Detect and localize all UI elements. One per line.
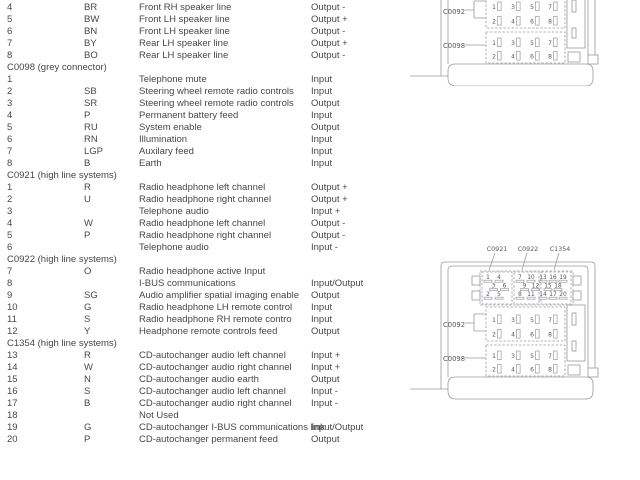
pin-number: 12 (531, 283, 540, 290)
wire-code-cell: G (84, 422, 92, 433)
pin-number: 10 (527, 275, 535, 281)
description-cell: CD-autochanger audio right channel (139, 362, 292, 373)
section-header: C0921 (high line systems) (7, 170, 117, 181)
section-header-row (0, 170, 640, 182)
pin-number-cell: 7 (7, 266, 13, 277)
description-cell: Front RH speaker line (139, 2, 232, 13)
table-row (0, 206, 640, 218)
pin-number-cell: 1 (7, 74, 13, 85)
io-cell: Output (311, 98, 340, 109)
pin-number: 19 (559, 275, 567, 281)
pin-number: 9 (522, 283, 527, 290)
pin-number: 5 (530, 353, 534, 360)
pin-number: 5 (530, 317, 534, 324)
description-cell: Radio headphone right channel (139, 194, 272, 205)
wire-code-cell: P (84, 230, 91, 241)
description-cell: Permanent battery feed (139, 110, 239, 121)
description-cell: Rear LH speaker line (139, 50, 229, 61)
io-cell: Input (311, 146, 333, 157)
description-cell: Audio amplifier spatial imaging enable (139, 290, 300, 301)
pin-number-cell: 3 (7, 206, 13, 217)
pin-number: 6 (530, 366, 534, 374)
connector-label: C0092 (443, 8, 466, 16)
pin-number: 2 (492, 366, 496, 374)
table-row (0, 122, 640, 134)
wire-code-cell: BR (84, 2, 98, 13)
section-header: C1354 (high line systems) (7, 338, 117, 349)
table-row (0, 110, 640, 122)
table-row (0, 422, 640, 434)
io-cell: Input (311, 134, 333, 145)
wire-code-cell: Y (84, 326, 91, 337)
io-cell: Input - (311, 242, 338, 253)
wire-code-cell: BY (84, 38, 97, 49)
table-row (0, 98, 640, 110)
description-cell: Illumination (139, 134, 188, 145)
pin-number: 4 (497, 275, 501, 281)
pin-number: 7 (548, 4, 552, 11)
description-cell: CD-autochanger audio left channel (139, 386, 286, 397)
wire-code-cell: S (84, 386, 91, 397)
pin-number-cell: 6 (7, 134, 13, 145)
description-cell: CD-autochanger audio left channel (139, 350, 286, 361)
wire-code-cell: P (84, 110, 91, 121)
io-cell: Input + (311, 362, 341, 373)
description-cell: CD-autochanger audio right channel (139, 398, 292, 409)
table-row (0, 158, 640, 170)
pin-number-cell: 7 (7, 38, 13, 49)
pin-number: 17 (549, 292, 557, 298)
pin-number-cell: 4 (7, 2, 13, 13)
pin-number-cell: 8 (7, 278, 13, 289)
table-row (0, 86, 640, 98)
io-cell: Output - (311, 50, 346, 61)
pin-number-cell: 11 (7, 314, 17, 325)
wire-code-cell: W (84, 218, 93, 229)
pin-number: 7 (518, 275, 522, 281)
io-cell: Input/Output (311, 422, 364, 433)
pin-number-cell: 15 (7, 374, 18, 385)
pin-number: 4 (511, 53, 515, 61)
pin-number-cell: 5 (7, 14, 13, 25)
description-cell: Radio headphone RH remote contro (139, 314, 292, 325)
wire-code-cell: LGP (84, 146, 104, 157)
io-cell: Input (311, 158, 333, 169)
pin-number-cell: 17 (7, 398, 18, 409)
pin-number: 8 (548, 366, 552, 374)
wire-code-cell: RU (84, 122, 98, 133)
io-cell: Output + (311, 14, 348, 25)
wire-code-cell: R (84, 182, 91, 193)
pin-number: 7 (548, 353, 552, 360)
pin-number: 5 (530, 4, 534, 11)
pin-number-cell: 4 (7, 218, 13, 229)
pin-number: 2 (492, 331, 496, 339)
io-cell: Output (311, 374, 340, 385)
description-cell: CD-autochanger permanent feed (139, 434, 278, 445)
pin-number: 3 (511, 4, 515, 11)
section-header: C0098 (grey connector) (7, 62, 107, 73)
wire-code-cell: U (84, 194, 91, 205)
pin-number: 1 (492, 4, 496, 11)
io-cell: Input/Output (311, 278, 364, 289)
wire-code-cell: O (84, 266, 92, 277)
description-cell: Front LH speaker line (139, 14, 230, 25)
io-cell: Input (311, 314, 333, 325)
connector-label: C0921 (486, 246, 508, 253)
pin-number-cell: 2 (7, 86, 13, 97)
wire-code-cell: B (84, 398, 91, 409)
wire-code-cell: N (84, 374, 91, 385)
pin-number-cell: 1 (7, 182, 13, 193)
pin-number-cell: 20 (7, 434, 18, 445)
description-cell: Telephone audio (139, 242, 209, 253)
pin-number-cell: 16 (7, 386, 18, 397)
description-cell: CD-autochanger I-BUS communications link (139, 422, 325, 433)
description-cell: CD-autochanger audio earth (139, 374, 259, 385)
pin-number-cell: 10 (7, 302, 18, 313)
wire-code-cell: BN (84, 26, 98, 37)
wire-code-cell: B (84, 158, 91, 169)
pin-number: 7 (548, 317, 552, 324)
wire-code-cell: RN (84, 134, 98, 145)
io-cell: Output + (311, 194, 348, 205)
pin-number: 8 (548, 18, 552, 26)
wire-code-cell: S (84, 314, 91, 325)
io-cell: Output (311, 326, 340, 337)
pin-number-cell: 5 (7, 122, 13, 133)
io-cell: Input (311, 86, 333, 97)
connector-diagram-top (408, 0, 608, 86)
wire-code-cell: SG (84, 290, 98, 301)
pin-number: 3 (511, 317, 515, 324)
pin-number-cell: 6 (7, 242, 13, 253)
pin-number: 8 (518, 292, 522, 298)
pin-number-cell: 14 (7, 362, 18, 373)
io-cell: Input + (311, 206, 341, 217)
wire-code-cell: P (84, 434, 91, 445)
table-row (0, 434, 640, 446)
wire-code-cell: G (84, 302, 92, 313)
pin-number: 1 (492, 40, 496, 47)
pin-number: 1 (486, 275, 490, 281)
wire-code-cell: R (84, 350, 91, 361)
io-cell: Input (311, 302, 333, 313)
description-cell: Radio headphone LH remote control (139, 302, 293, 313)
description-cell: Radio headphone active Input (139, 266, 266, 277)
io-cell: Input (311, 110, 333, 121)
table-row (0, 230, 640, 242)
connector-label: C0098 (443, 355, 466, 363)
pin-number: 4 (511, 331, 515, 339)
description-cell: Rear LH speaker line (139, 38, 229, 49)
pin-number: 6 (502, 283, 507, 290)
wire-code-cell: BO (84, 50, 98, 61)
pin-number: 1 (492, 353, 496, 360)
connector-label: C1354 (549, 246, 571, 253)
table-row (0, 194, 640, 206)
pin-number: 3 (511, 353, 515, 360)
pin-number: 8 (548, 331, 552, 339)
pin-number: 11 (527, 292, 535, 298)
pin-number: 2 (486, 292, 490, 298)
pin-number: 6 (530, 53, 534, 61)
table-row (0, 134, 640, 146)
wire-code-cell: SR (84, 98, 98, 109)
io-cell: Input - (311, 386, 338, 397)
io-cell: Input (311, 74, 333, 85)
pin-number-cell: 7 (7, 146, 13, 157)
io-cell: Output + (311, 182, 348, 193)
description-cell: Auxilary feed (139, 146, 194, 157)
table-row (0, 146, 640, 158)
io-cell: Output (311, 290, 340, 301)
pin-number: 15 (544, 283, 552, 290)
pin-number-cell: 19 (7, 422, 18, 433)
pin-number: 16 (549, 275, 557, 281)
io-cell: Input - (311, 398, 338, 409)
wire-code-cell: SB (84, 86, 97, 97)
description-cell: Earth (139, 158, 162, 169)
io-cell: Output - (311, 26, 346, 37)
description-cell: Radio headphone left channel (139, 218, 266, 229)
io-cell: Output (311, 122, 340, 133)
description-cell: Steering wheel remote radio controls (139, 86, 294, 97)
pin-number-cell: 12 (7, 326, 18, 337)
pin-number: 2 (492, 53, 496, 61)
pin-number: 2 (492, 18, 496, 26)
description-cell: Radio headphone right channel (139, 230, 272, 241)
pin-number: 6 (530, 331, 534, 339)
pin-number: 20 (559, 292, 567, 298)
io-cell: Output - (311, 2, 346, 13)
pin-number: 14 (539, 292, 547, 298)
pin-number: 8 (548, 53, 552, 61)
pin-number: 4 (511, 18, 515, 26)
connector-diagram-bottom (408, 243, 608, 408)
io-cell: Output - (311, 218, 346, 229)
description-cell: Not Used (139, 410, 179, 421)
connector-label: C0922 (517, 246, 539, 253)
description-cell: Headphone remote controls feed (139, 326, 278, 337)
io-cell: Output (311, 434, 340, 445)
connector-label: C0098 (443, 42, 466, 50)
description-cell: Radio headphone left channel (139, 182, 266, 193)
pin-number-cell: 2 (7, 194, 13, 205)
pin-number: 4 (511, 366, 515, 374)
pin-number-cell: 9 (7, 290, 13, 301)
pin-number: 3 (491, 283, 496, 290)
wire-code-cell: BW (84, 14, 100, 25)
pin-number: 13 (539, 275, 547, 281)
description-cell: Front LH speaker line (139, 26, 230, 37)
description-cell: Telephone mute (139, 74, 207, 85)
wire-code-cell: W (84, 362, 93, 373)
pin-number-cell: 5 (7, 230, 13, 241)
table-row (0, 410, 640, 422)
pin-number: 18 (554, 283, 562, 290)
connector-label: C0092 (443, 321, 466, 329)
pin-number: 6 (530, 18, 534, 26)
io-cell: Output + (311, 38, 348, 49)
pin-number-cell: 4 (7, 110, 13, 121)
pin-number-cell: 8 (7, 158, 13, 169)
pin-number: 7 (548, 40, 552, 47)
description-cell: I-BUS communications (139, 278, 236, 289)
pin-number: 5 (497, 292, 501, 298)
table-row (0, 182, 640, 194)
pin-number-cell: 18 (7, 410, 18, 421)
pin-number: 5 (530, 40, 534, 47)
description-cell: Steering wheel remote radio controls (139, 98, 294, 109)
pin-number-cell: 13 (7, 350, 18, 361)
pin-number-cell: 8 (7, 50, 13, 61)
io-cell: Output - (311, 230, 346, 241)
pin-number: 1 (492, 317, 496, 324)
pin-number: 3 (511, 40, 515, 47)
pin-number-cell: 6 (7, 26, 13, 37)
description-cell: System enable (139, 122, 202, 133)
description-cell: Telephone audio (139, 206, 209, 217)
pin-number-cell: 3 (7, 98, 13, 109)
section-header: C0922 (high line systems) (7, 254, 117, 265)
io-cell: Input + (311, 350, 341, 361)
table-row (0, 218, 640, 230)
